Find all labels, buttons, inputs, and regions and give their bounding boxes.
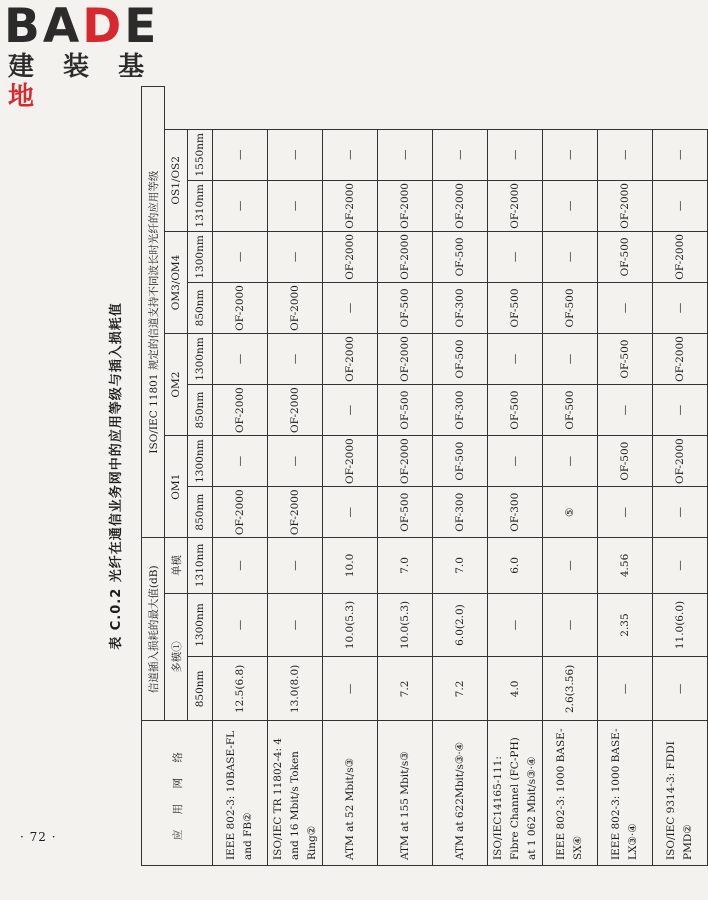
value-cell: 12.5(6.8) bbox=[213, 657, 268, 721]
value-cell: 6.0 bbox=[488, 538, 543, 593]
value-cell: — bbox=[213, 436, 268, 487]
value-cell: OF-2000 bbox=[378, 436, 433, 487]
value-cell: 11.0(6.0) bbox=[653, 593, 708, 657]
value-cell: — bbox=[268, 180, 323, 231]
value-cell: OF-2000 bbox=[213, 385, 268, 436]
fiber-loss-table bbox=[141, 86, 708, 866]
value-cell: — bbox=[488, 334, 543, 385]
value-cell: OF-500 bbox=[433, 436, 488, 487]
header-channel-loss: 信道插入损耗的最大值(dB) bbox=[142, 538, 165, 721]
value-cell: OF-2000 bbox=[653, 334, 708, 385]
value-cell: OF-2000 bbox=[213, 282, 268, 333]
value-cell: OF-2000 bbox=[653, 231, 708, 282]
value-cell: 13.0(8.0) bbox=[268, 657, 323, 721]
value-cell: — bbox=[433, 129, 488, 180]
table-row bbox=[433, 87, 488, 866]
header-om2: OM2 bbox=[165, 334, 188, 436]
value-cell: OF-500 bbox=[598, 334, 653, 385]
value-cell: — bbox=[488, 593, 543, 657]
value-cell: OF-500 bbox=[378, 385, 433, 436]
logo-wordmark: BADE bbox=[4, 0, 160, 54]
table-stage bbox=[93, 86, 694, 866]
brand-logo bbox=[4, 0, 204, 112]
value-cell: — bbox=[543, 593, 598, 657]
value-cell: 2.35 bbox=[598, 593, 653, 657]
wavelength-header: 850nm bbox=[188, 487, 213, 538]
value-cell: OF-2000 bbox=[378, 180, 433, 231]
value-cell: OF-2000 bbox=[433, 180, 488, 231]
value-cell: OF-500 bbox=[378, 282, 433, 333]
value-cell: 7.0 bbox=[433, 538, 488, 593]
table-row bbox=[653, 87, 708, 866]
value-cell: 10.0(5.3) bbox=[323, 593, 378, 657]
application-cell: ATM at 155 Mbit/s③ bbox=[378, 721, 433, 866]
value-cell: — bbox=[653, 657, 708, 721]
value-cell: OF-2000 bbox=[268, 385, 323, 436]
table-row bbox=[323, 87, 378, 866]
value-cell: — bbox=[543, 231, 598, 282]
value-cell: OF-2000 bbox=[378, 334, 433, 385]
value-cell: — bbox=[323, 657, 378, 721]
value-cell: — bbox=[488, 129, 543, 180]
value-cell: OF-2000 bbox=[488, 180, 543, 231]
value-cell: — bbox=[323, 487, 378, 538]
value-cell: 7.2 bbox=[378, 657, 433, 721]
wavelength-header: 1550nm bbox=[188, 129, 213, 180]
value-cell: OF-300 bbox=[433, 385, 488, 436]
value-cell: — bbox=[213, 593, 268, 657]
table-row bbox=[213, 87, 268, 866]
value-cell: — bbox=[653, 129, 708, 180]
value-cell: — bbox=[488, 231, 543, 282]
value-cell: — bbox=[268, 436, 323, 487]
value-cell: — bbox=[268, 129, 323, 180]
value-cell: OF-2000 bbox=[268, 487, 323, 538]
value-cell: OF-500 bbox=[488, 282, 543, 333]
table-row bbox=[543, 87, 598, 866]
value-cell: — bbox=[653, 282, 708, 333]
value-cell: 4.0 bbox=[488, 657, 543, 721]
value-cell: OF-2000 bbox=[323, 180, 378, 231]
table-row bbox=[488, 87, 543, 866]
header-application: 应 用 网 络 bbox=[142, 721, 213, 866]
value-cell: OF-2000 bbox=[323, 436, 378, 487]
value-cell: OF-500 bbox=[543, 282, 598, 333]
value-cell: OF-300 bbox=[433, 487, 488, 538]
wavelength-header: 1300nm bbox=[188, 334, 213, 385]
application-cell: IEEE 802-3: 10BASE-FL and FB② bbox=[213, 721, 268, 866]
header-multimode: 多模① bbox=[165, 593, 188, 721]
value-cell: — bbox=[213, 129, 268, 180]
value-cell: 6.0(2.0) bbox=[433, 593, 488, 657]
value-cell: — bbox=[213, 334, 268, 385]
wavelength-header: 850nm bbox=[188, 657, 213, 721]
value-cell: 7.0 bbox=[378, 538, 433, 593]
application-cell: ISO/IEC14165-111: Fibre Channel (FC-PH) at 1 062 Mbit/s③·④ bbox=[488, 721, 543, 866]
value-cell: OF-2000 bbox=[598, 180, 653, 231]
value-cell: — bbox=[378, 129, 433, 180]
header-singlemode: 单模 bbox=[165, 538, 188, 593]
value-cell: — bbox=[323, 129, 378, 180]
value-cell: OF-2000 bbox=[323, 334, 378, 385]
value-cell: OF-500 bbox=[598, 231, 653, 282]
value-cell: — bbox=[323, 282, 378, 333]
value-cell: — bbox=[598, 487, 653, 538]
value-cell: OF-500 bbox=[488, 385, 543, 436]
table-caption: 表 C.0.2 光纤在通信业务网中的应用等级与插入损耗值 bbox=[109, 302, 124, 650]
value-cell: OF-500 bbox=[378, 487, 433, 538]
value-cell: — bbox=[543, 180, 598, 231]
value-cell: OF-500 bbox=[598, 436, 653, 487]
application-cell: IEEE 802-3: 1000 BASE-LX③·④ bbox=[598, 721, 653, 866]
value-cell: — bbox=[213, 538, 268, 593]
application-cell: ATM at 52 Mbit/s③ bbox=[323, 721, 378, 866]
value-cell: 7.2 bbox=[433, 657, 488, 721]
wavelength-header: 1300nm bbox=[188, 436, 213, 487]
value-cell: — bbox=[213, 180, 268, 231]
application-cell: ISO/IEC 9314-3: FDDI PMD② bbox=[653, 721, 708, 866]
table-row bbox=[378, 87, 433, 866]
value-cell: — bbox=[598, 282, 653, 333]
value-cell: OF-300 bbox=[488, 487, 543, 538]
wavelength-header: 850nm bbox=[188, 282, 213, 333]
value-cell: 4.56 bbox=[598, 538, 653, 593]
value-cell: OF-2000 bbox=[653, 436, 708, 487]
wavelength-header: 1310nm bbox=[188, 180, 213, 231]
value-cell: — bbox=[543, 334, 598, 385]
value-cell: — bbox=[543, 436, 598, 487]
page-number: · 72 · bbox=[20, 830, 57, 844]
table-row bbox=[598, 87, 653, 866]
application-cell: IEEE 802-3: 1000 BASE-SX④ bbox=[543, 721, 598, 866]
header-om3-om4: OM3/OM4 bbox=[165, 231, 188, 333]
wavelength-header: 850nm bbox=[188, 385, 213, 436]
value-cell: — bbox=[598, 657, 653, 721]
header-iso-11801: ISO/IEC 11801 规定的信道支持不同波长时光纤的应用等级 bbox=[142, 87, 165, 538]
value-cell: — bbox=[268, 334, 323, 385]
value-cell: 2.6(3.56) bbox=[543, 657, 598, 721]
value-cell: — bbox=[543, 538, 598, 593]
value-cell: ⑤ bbox=[543, 487, 598, 538]
value-cell: — bbox=[268, 538, 323, 593]
value-cell: — bbox=[653, 538, 708, 593]
value-cell: — bbox=[268, 231, 323, 282]
rotated-table-frame bbox=[93, 86, 694, 866]
value-cell: OF-2000 bbox=[213, 487, 268, 538]
value-cell: 10.0(5.3) bbox=[378, 593, 433, 657]
application-cell: ISO/IEC TR 11802-4: 4 and 16 Mbit/s Token Ring② bbox=[268, 721, 323, 866]
value-cell: OF-500 bbox=[543, 385, 598, 436]
wavelength-header: 1300nm bbox=[188, 593, 213, 657]
table-row bbox=[268, 87, 323, 866]
header-om1: OM1 bbox=[165, 436, 188, 538]
value-cell: 10.0 bbox=[323, 538, 378, 593]
header-os1-os2: OS1/OS2 bbox=[165, 129, 188, 231]
wavelength-header: 1300nm bbox=[188, 231, 213, 282]
value-cell: OF-500 bbox=[433, 231, 488, 282]
value-cell: — bbox=[653, 180, 708, 231]
value-cell: — bbox=[213, 231, 268, 282]
application-cell: ATM at 622Mbit/s③·④ bbox=[433, 721, 488, 866]
value-cell: OF-2000 bbox=[378, 231, 433, 282]
value-cell: — bbox=[653, 385, 708, 436]
value-cell: OF-500 bbox=[433, 334, 488, 385]
value-cell: — bbox=[598, 385, 653, 436]
table-body bbox=[213, 87, 708, 866]
value-cell: — bbox=[488, 436, 543, 487]
value-cell: — bbox=[323, 385, 378, 436]
value-cell: — bbox=[653, 487, 708, 538]
wavelength-header: 1310nm bbox=[188, 538, 213, 593]
value-cell: — bbox=[543, 129, 598, 180]
value-cell: — bbox=[268, 593, 323, 657]
logo-chinese-name: 建 装 基 地 bbox=[8, 52, 155, 112]
value-cell: — bbox=[598, 129, 653, 180]
value-cell: OF-300 bbox=[433, 282, 488, 333]
value-cell: OF-2000 bbox=[323, 231, 378, 282]
value-cell: OF-2000 bbox=[268, 282, 323, 333]
